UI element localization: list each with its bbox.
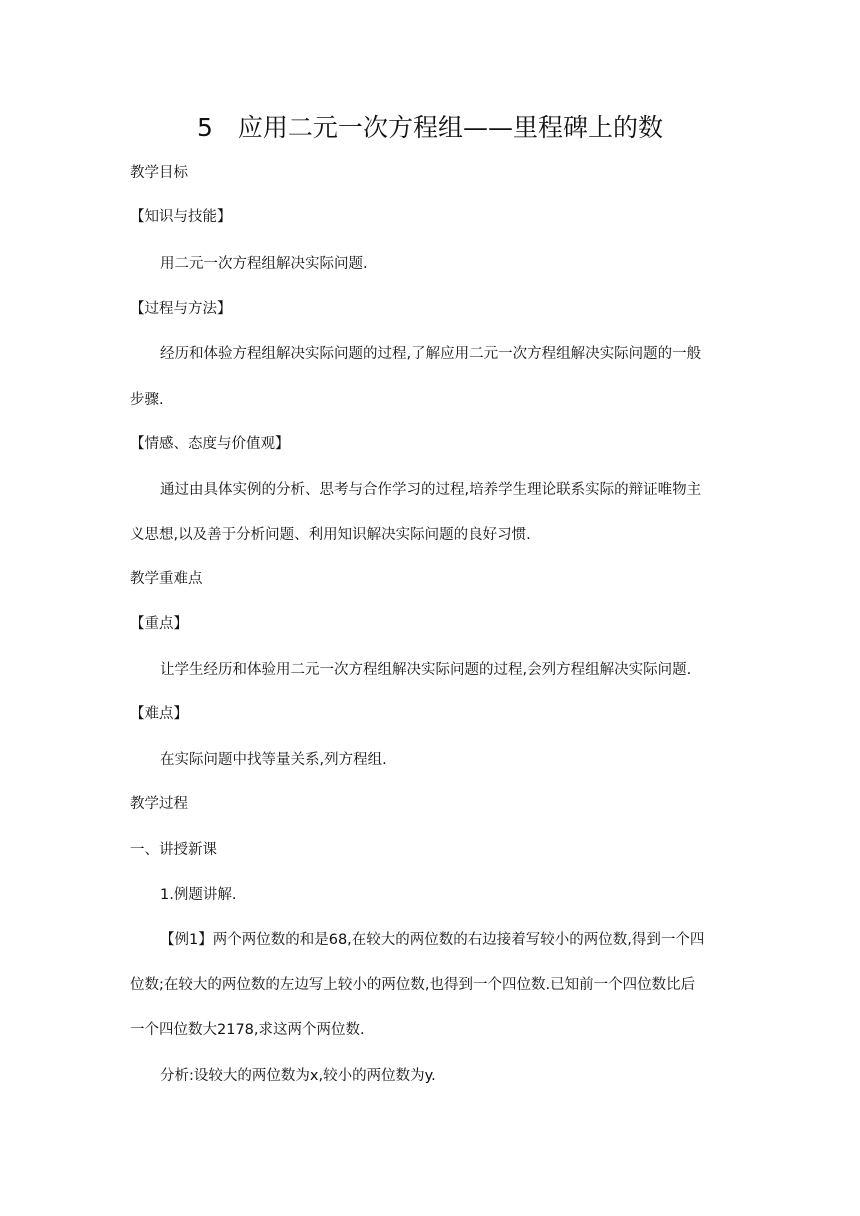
paragraph-emotion-line1: 通过由具体实例的分析、思考与合作学习的过程,培养学生理论联系实际的辩证唯物主: [160, 482, 702, 498]
section-heading-objectives: 教学目标: [130, 165, 188, 181]
example-1-line3: 一个四位数大2178,求这两个两位数.: [130, 1022, 365, 1038]
item-example-explanation: 1.例题讲解.: [160, 887, 237, 903]
analysis-line: 分析:设较大的两位数为x,较小的两位数为y.: [160, 1068, 436, 1084]
subheading-new-lesson: 一、讲授新课: [130, 842, 217, 858]
paragraph-process-methods-line2: 步骤.: [130, 392, 164, 408]
document-title: 5 应用二元一次方程组——里程碑上的数: [197, 113, 663, 142]
paragraph-process-methods-line1: 经历和体验方程组解决实际问题的过程,了解应用二元一次方程组解决实际问题的一般: [160, 346, 702, 362]
subheading-process-methods: 【过程与方法】: [130, 301, 232, 317]
example-1-line1: 【例1】两个两位数的和是68,在较大的两位数的右边接着写较小的两位数,得到一个四: [160, 932, 705, 948]
paragraph-difficult-points: 在实际问题中找等量关系,列方程组.: [160, 752, 387, 768]
paragraph-knowledge-skills: 用二元一次方程组解决实际问题.: [160, 256, 368, 272]
subheading-difficult-points: 【难点】: [130, 706, 188, 722]
paragraph-key-points: 让学生经历和体验用二元一次方程组解决实际问题的过程,会列方程组解决实际问题.: [160, 662, 692, 678]
subheading-emotion-attitude: 【情感、态度与价值观】: [130, 436, 290, 452]
subheading-key-points: 【重点】: [130, 616, 188, 632]
example-1-line2: 位数;在较大的两位数的左边写上较小的两位数,也得到一个四位数.已知前一个四位数比后: [130, 977, 696, 993]
subheading-knowledge-skills: 【知识与技能】: [130, 209, 232, 225]
section-heading-key-difficult: 教学重难点: [130, 571, 203, 587]
section-heading-process: 教学过程: [130, 796, 188, 812]
paragraph-emotion-line2: 义思想,以及善于分析问题、利用知识解决实际问题的良好习惯.: [130, 527, 531, 543]
